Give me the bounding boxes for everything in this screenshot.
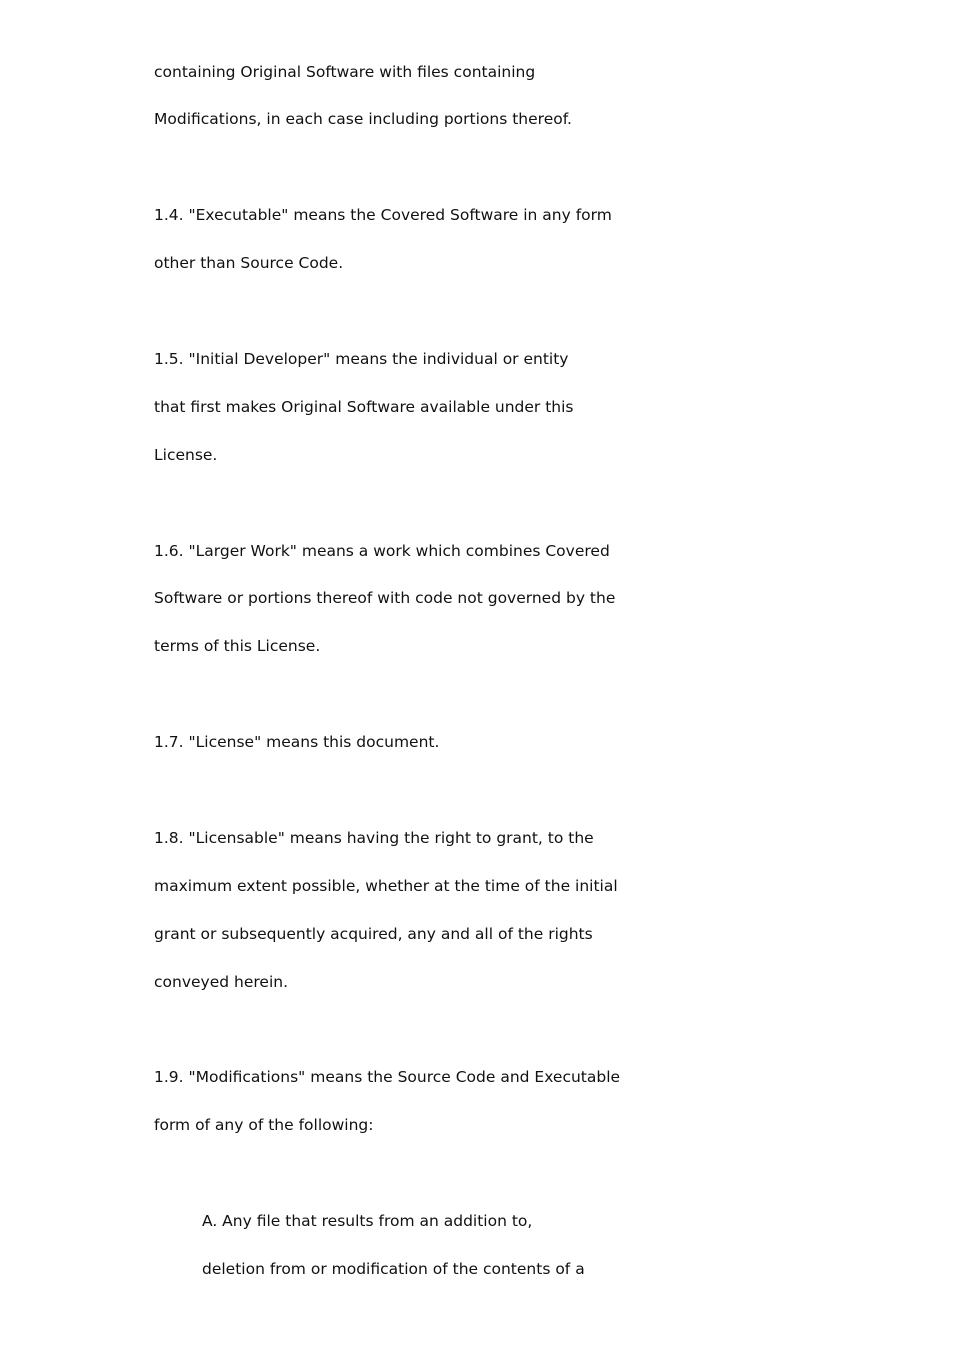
text-line: other than Source Code. bbox=[154, 254, 344, 272]
text-line: conveyed herein. bbox=[154, 973, 288, 991]
definition-1-8: 1.8. "Licensable" means having the right to grant, to the bbox=[154, 829, 594, 847]
text-line: Software or portions thereof with code not governed by the bbox=[154, 589, 616, 607]
definition-1-5: 1.5. "Initial Developer" means the individual or entity bbox=[154, 350, 569, 368]
definition-1-6: 1.6. "Larger Work" means a work which combines Covered bbox=[154, 542, 610, 560]
text-line: maximum extent possible, whether at the time of the initial bbox=[154, 877, 618, 895]
text-line: terms of this License. bbox=[154, 637, 321, 655]
text-line: that first makes Original Software available under this bbox=[154, 398, 574, 416]
text-line: Modifications, in each case including portions thereof. bbox=[154, 110, 572, 128]
text-line: form of any of the following: bbox=[154, 1116, 374, 1134]
text-line: deletion from or modification of the contents of a bbox=[202, 1260, 585, 1278]
text-line: grant or subsequently acquired, any and all of the rights bbox=[154, 925, 593, 943]
text-line: containing Original Software with files containing bbox=[154, 63, 536, 81]
list-item-a: A. Any file that results from an addition to, bbox=[202, 1212, 533, 1230]
definition-1-7: 1.7. "License" means this document. bbox=[154, 733, 440, 751]
definition-1-9: 1.9. "Modifications" means the Source Code and Executable bbox=[154, 1068, 621, 1086]
text-line: License. bbox=[154, 446, 218, 464]
definition-1-4: 1.4. "Executable" means the Covered Software in any form bbox=[154, 206, 612, 224]
